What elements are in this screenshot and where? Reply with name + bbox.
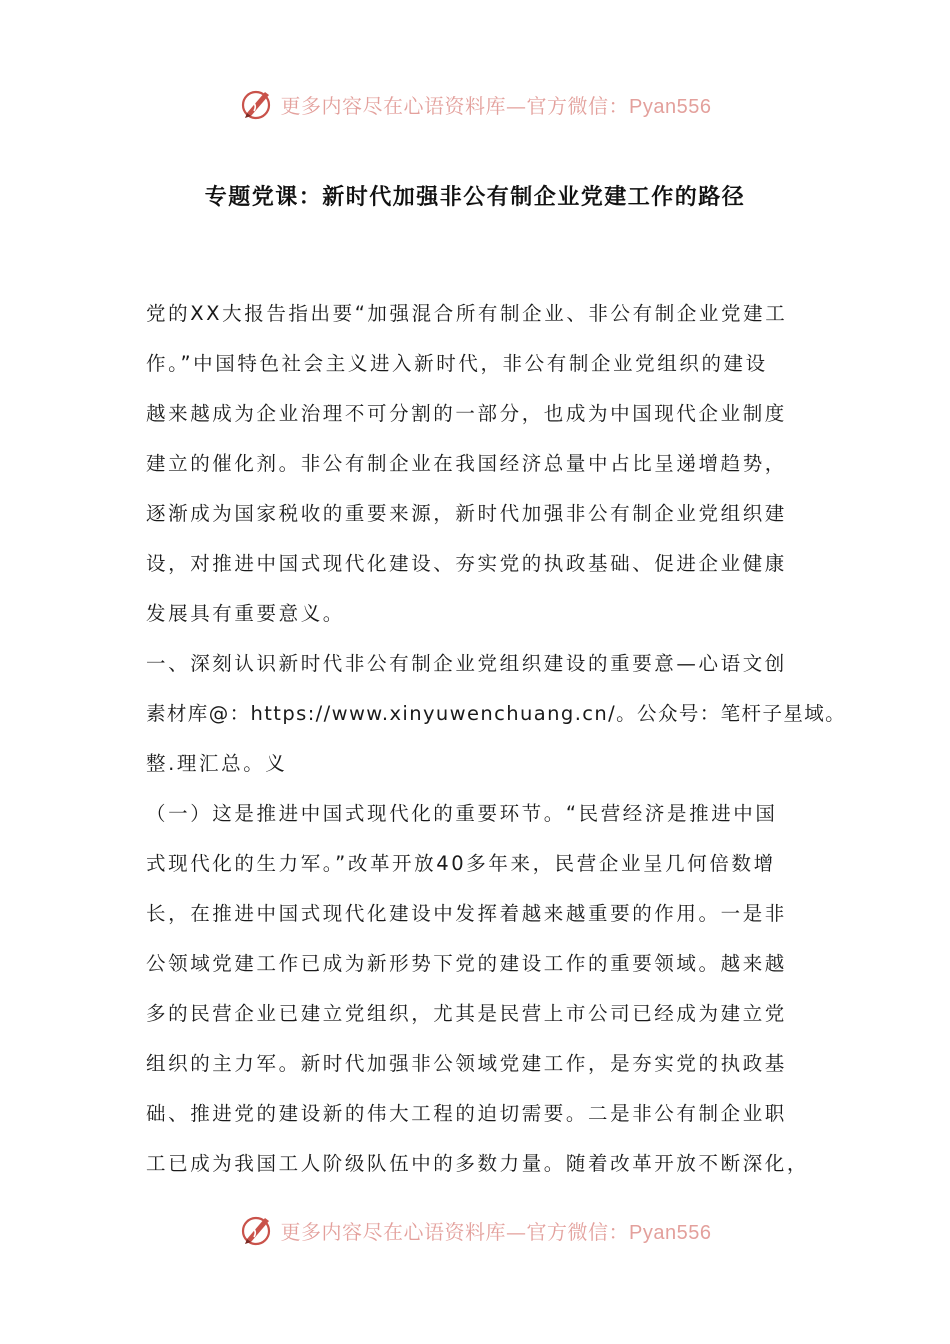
subsection-heading-line: （一）这是推进中国式现代化的重要环节。“民营经济是推进中国 [146, 802, 778, 825]
body-line: 长，在推进中国式现代化建设中发挥着越来越重要的作用。一是非 [146, 902, 787, 925]
header-watermark [0, 84, 950, 124]
watermark-slogan: 更多内容尽在心语资料库—官方微信： [280, 93, 630, 118]
watermark-handle: Pyan556 [629, 95, 712, 118]
body-line: 多的民营企业已建立党组织，尤其是民营上市公司已经成为建立党 [146, 1002, 787, 1025]
document-body [146, 289, 847, 1189]
body-line: 工已成为我国工人阶级队伍中的多数力量。随着改革开放不断深化， [146, 1152, 810, 1175]
body-line: 作。”中国特色社会主义进入新时代，非公有制企业党组织的建设 [146, 352, 768, 375]
watermark-handle: Pyan556 [629, 1221, 712, 1244]
document-title: 专题党课：新时代加强非公有制企业党建工作的路径 [204, 185, 746, 210]
section-heading-line: 一、深刻认识新时代非公有制企业党组织建设的重要意—心语文创 [146, 652, 787, 675]
watermark-text [281, 1216, 712, 1245]
pen-logo-icon [239, 86, 275, 122]
body-line: 公领域党建工作已成为新形势下党的建设工作的重要领域。越来越 [146, 952, 787, 975]
body-line: 设，对推进中国式现代化建设、夯实党的执政基础、促进企业健康 [146, 552, 787, 575]
body-line: 整.理汇总。义 [146, 752, 288, 775]
watermark-text [281, 90, 712, 119]
body-line: 式现代化的生力军。”改革开放40多年来，民营企业呈几何倍数增 [146, 852, 776, 875]
pen-logo-icon [239, 1212, 275, 1248]
body-line: 发展具有重要意义。 [146, 602, 345, 625]
body-line: 础、推进党的建设新的伟大工程的迫切需要。二是非公有制企业职 [146, 1102, 787, 1125]
body-line: 组织的主力军。新时代加强非公领域党建工作，是夯实党的执政基 [146, 1052, 787, 1075]
watermark-slogan: 更多内容尽在心语资料库—官方微信： [280, 1219, 630, 1244]
body-line: 越来越成为企业治理不可分割的一部分，也成为中国现代企业制度 [146, 402, 787, 425]
body-line: 党的XX大报告指出要“加强混合所有制企业、非公有制企业党建工 [146, 302, 788, 325]
body-line: 素材库@：https://www.xinyuwenchuang.cn/。公众号：笔杆子星域。 [146, 702, 847, 725]
footer-watermark [0, 1210, 950, 1250]
body-line: 逐渐成为国家税收的重要来源，新时代加强非公有制企业党组织建 [146, 502, 787, 525]
body-line: 建立的催化剂。非公有制企业在我国经济总量中占比呈递增趋势， [146, 452, 787, 475]
